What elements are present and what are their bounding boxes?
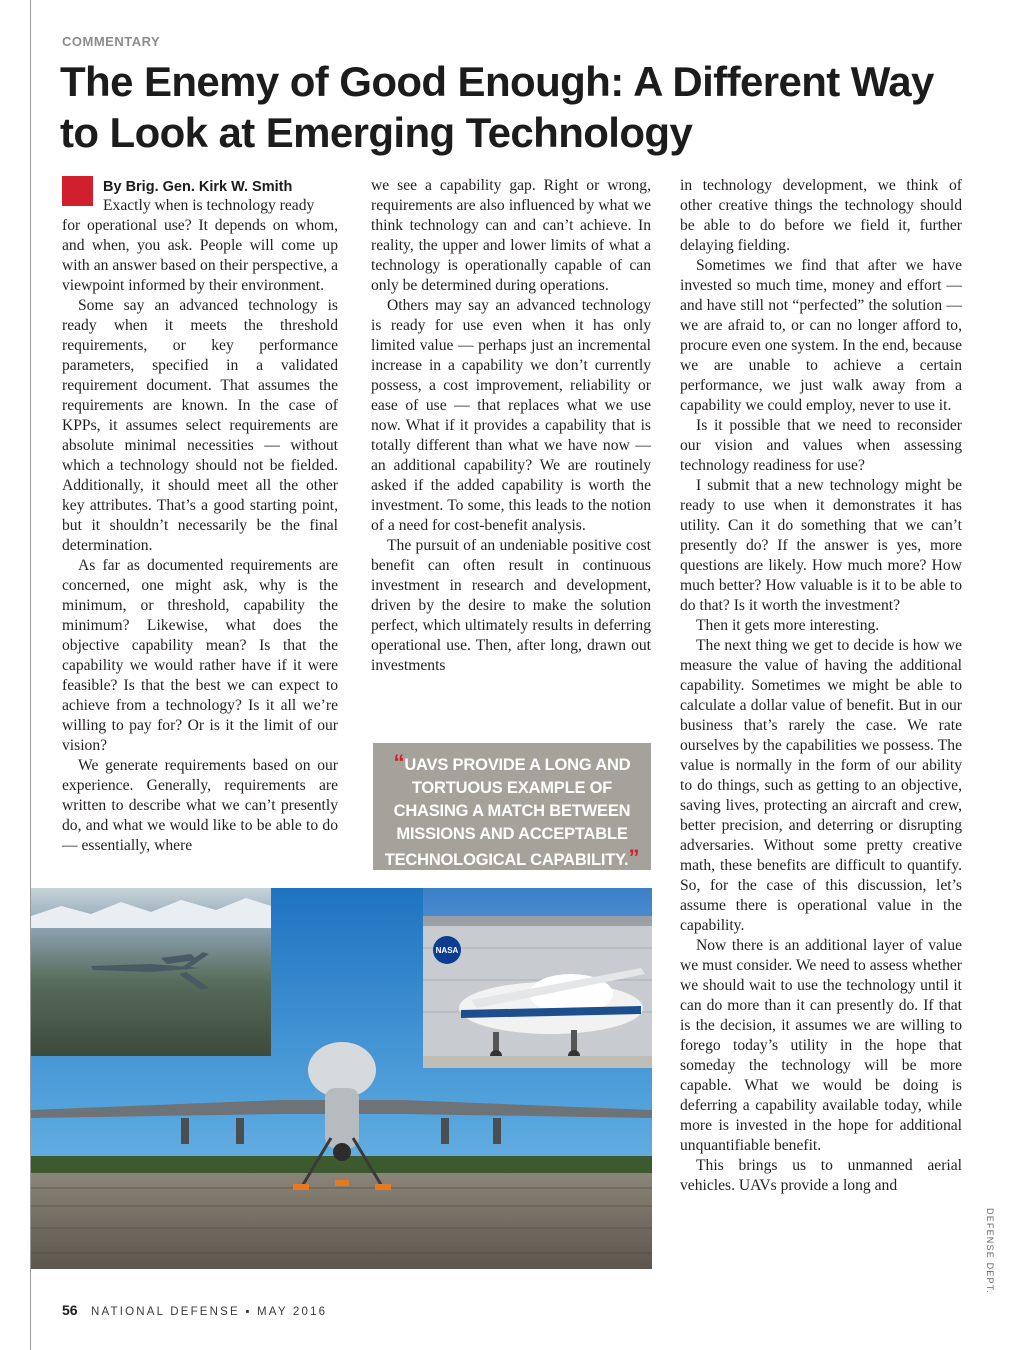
pull-quote-text: UAVS PROVIDE A LONG AND TORTUOUS EXAMPLE OF CHASING A MATCH BETWEEN MISSIONS AND ACCEPTABLE TECHNOLOGICAL CAPABILITY. <box>384 756 631 869</box>
paragraph: Then it gets more interesting. <box>696 617 880 634</box>
section-marker-box <box>62 176 93 206</box>
paragraph: Sometimes we find that after we have invested so much time, money and effort — and have still not “perfected” the solution — we are afraid to, or can no longer afford to, procure even one system. In the end, because we are unable to achieve a certain performance, we just walk away from a capability we could employ, never to use it. <box>680 257 962 414</box>
paragraph: Now there is an additional layer of value we must consider. We need to assess whether we should wait to use the technology until it can do more than it can presently do. If that is the decision, it assumes we are willing to forego today’s utility in the hope that someday the technology will be more capable. What we would be doing is deferring a capability available today, while more is invested in the hope for additional unquantifiable benefit. <box>680 937 962 1154</box>
tarmac <box>31 1173 652 1269</box>
paragraph: we see a capability gap. Right or wrong, requirements are also influenced by what we think technology can and can’t achieve. In reality, the upper and lower limits of what a technology is operationally capable of can only be determined during operations. <box>371 177 651 294</box>
photo-credit: DEFENSE DEPT. <box>985 1208 995 1295</box>
aerial-drone-inset <box>31 888 271 1056</box>
section-kicker: COMMENTARY <box>62 34 161 49</box>
open-quote-mark: “ <box>393 750 405 775</box>
paragraph: Some say an advanced technology is ready when it meets the threshold requirements, or key performance parameters, specified in a validated requirement document. That assumes the requirements are known. In the case of KPPs, it assumes select requirements are absolute minimal necessities — without which a technology should not be fielded. Additionally, it should meet all the other key attributes. That’s a good starting point, but it shouldn’t necessarily be the final determination. <box>62 297 338 554</box>
paragraph: Is it possible that we need to reconsider our vision and values when assessing technology readiness for use? <box>680 417 962 474</box>
paragraph: I submit that a new technology might be ready to use when it demonstrates it has utility. Can it do something that we can’t presently do? If the answer is yes, more questions are likely. How much more? How much better? How valuable is it to be able to do that? Is it worth the investment? <box>680 477 962 614</box>
paragraph: Others may say an advanced technology is ready for use even when it has only limited value — perhaps just an incremental increase in a capability we don’t currently possess, a cost improvement, reliability or ease of use — that replaces what we use now. What if it provides a capability that is totally different than what we have now — an additional capability? We are routinely asked if the added capability is worth the investment. To some, this leads to the notion of a need for cost-benefit analysis. <box>371 297 651 534</box>
paragraph: We generate requirements based on our experience. Generally, requirements are written to describe what we can’t presently do, and what we would like to be able to do — essentially, where <box>62 757 338 854</box>
paragraph-lead: Exactly when is technology ready <box>103 197 315 214</box>
issue-date: MAY 2016 <box>257 1306 328 1318</box>
byline-row <box>62 176 338 196</box>
article-headline: The Enemy of Good Enough: A Different Way to Look at Emerging Technology <box>60 58 934 156</box>
author-byline: By Brig. Gen. Kirk W. Smith <box>103 179 293 195</box>
close-quote-mark: ” <box>628 845 640 870</box>
footer-separator: ▪ <box>245 1306 252 1318</box>
nasa-logo: NASA <box>435 946 459 955</box>
publication-name: NATIONAL DEFENSE <box>90 1306 240 1318</box>
uav-photo-collage <box>31 888 652 1269</box>
paragraph: in technology development, we think of other creative things the technology should be able to do before we field it, further delaying fielding. <box>680 177 962 254</box>
paragraph: As far as documented requirements are concerned, one might ask, why is the minimum, or threshold, capability the minimum? Likewise, what does the objective capability mean? Is that the capability we would rather have if it were feasible? Is that the best we can expect to achieve from a technology? Is it all we’re willing to pay for? Or is it the limit of our vision? <box>62 557 338 754</box>
page-footer <box>62 1302 327 1318</box>
global-hawk-inset <box>423 888 652 1068</box>
paragraph: This brings us to unmanned aerial vehicles. UAVs provide a long and <box>680 1157 962 1194</box>
article-column-1 <box>62 176 338 856</box>
paragraph: The next thing we get to decide is how we measure the value of having the additional capability. Sometimes we might be able to calculate a dollar value of benefit. But in our business that’s rarely the case. We rate ourselves by the capabilities we possess. The value is normally in the form of our ability to do things, such as getting to an objective, saving lives, protecting an aircraft and crew, better precision, and deterring or disrupting adversaries. Without some pretty creative math, these benefits are difficult to quantify. So, for the case of this discussion, let’s assume there is operational value in the capability. <box>680 637 962 934</box>
article-column-2 <box>371 176 651 676</box>
pull-quote <box>373 743 651 870</box>
paragraph: for operational use? It depends on whom, and when, you ask. People will come up with an answer based on their perspective, a viewpoint informed by their environment. <box>62 217 338 294</box>
paragraph: The pursuit of an undeniable positive cost benefit can often result in continuous investment in research and development, driven by the desire to make the solution perfect, which ultimately results in deferring operational use. Then, after long, drawn out investments <box>371 537 651 674</box>
article-column-3 <box>680 176 962 1196</box>
page-number: 56 <box>62 1302 78 1318</box>
